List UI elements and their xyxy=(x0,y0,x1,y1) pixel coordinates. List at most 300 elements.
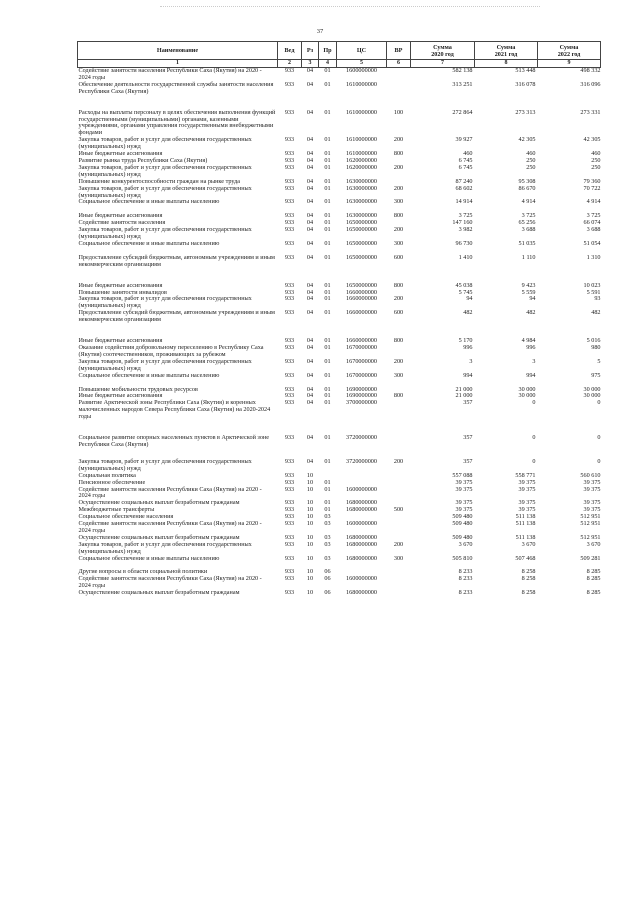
cell-ved: 933 xyxy=(284,337,295,345)
table-row xyxy=(78,82,601,96)
cell-pr: 01 xyxy=(324,184,331,192)
cell-pr: 06 xyxy=(324,568,331,576)
cell-ved: 933 xyxy=(284,281,295,289)
cell-s2021: 94 xyxy=(529,295,536,303)
cell-rz: 04 xyxy=(306,177,314,185)
cell-rz: 04 xyxy=(306,337,314,345)
cell-cs: 1630000000 xyxy=(346,177,377,185)
cell-pr: 01 xyxy=(324,392,331,400)
cell-ved: 933 xyxy=(284,471,295,479)
cell-pr: 03 xyxy=(324,540,331,548)
cell-pr: 01 xyxy=(324,337,331,345)
cell-cs: 1680000000 xyxy=(346,589,377,597)
cell-pr: 01 xyxy=(324,434,331,442)
cell-s2020: 87 240 xyxy=(455,177,473,185)
cell-s2022: 0 xyxy=(597,457,601,465)
cell-pr: 01 xyxy=(324,485,331,493)
cell-s2022: 0 xyxy=(597,434,601,442)
cell-name: Обеспечение деятельности государственной службы занятости населения Республики Саха (Якутия) xyxy=(78,80,274,95)
cell-name: Повышение конкурентоспособности граждан на рынке труда xyxy=(78,177,240,185)
cell-ved: 933 xyxy=(284,485,295,493)
cell-s2020: 3 xyxy=(469,357,473,365)
cell-rz: 04 xyxy=(306,150,314,158)
cell-cs: 1610000000 xyxy=(346,136,377,144)
cell-vr: 600 xyxy=(393,253,404,261)
cell-pr: 01 xyxy=(324,253,331,261)
cell-vr xyxy=(387,514,411,521)
cell-s2020: 6 745 xyxy=(458,163,473,171)
cell-s2022: 5 016 xyxy=(586,337,601,345)
cell-s2020: 509 480 xyxy=(452,533,473,541)
cell-cs: 1630000000 xyxy=(346,212,377,220)
cell-s2021: 3 xyxy=(532,357,536,365)
cell-rz: 04 xyxy=(306,281,314,289)
cell-s2020: 357 xyxy=(463,399,473,407)
cell-s2020: 39 927 xyxy=(455,136,473,144)
cell-rz: 04 xyxy=(306,434,314,442)
cell-s2021: 250 xyxy=(526,163,536,171)
cell-cs: 1670000000 xyxy=(346,344,377,351)
cell-rz: 04 xyxy=(306,184,314,192)
cell-cs: 1680000000 xyxy=(346,533,377,541)
cell-pr: 01 xyxy=(324,212,331,220)
cell-rz: 04 xyxy=(306,219,314,227)
cell-s2022: 39 375 xyxy=(583,485,601,493)
cell-ved: 933 xyxy=(284,136,295,144)
header-name: Наименование xyxy=(78,42,278,60)
cell-s2020: 68 602 xyxy=(455,184,473,192)
cell-name: Содействие занятости населения Республики Саха (Якутия) на 2020 - 2024 годы xyxy=(78,67,262,81)
cell-s2021: 9 423 xyxy=(521,281,536,289)
cell-ved: 933 xyxy=(284,184,295,192)
cell-name: Иные бюджетные ассигнования xyxy=(78,150,163,158)
cell-rz: 04 xyxy=(306,163,314,171)
cell-pr: 01 xyxy=(324,288,331,296)
colnum-7: 7 xyxy=(411,60,475,68)
header-rz: Рз xyxy=(302,42,319,60)
cell-ved: 933 xyxy=(284,309,295,317)
cell-name: Закупка товаров, работ и услуг для обеспечения государственных (муниципальных) нужд xyxy=(78,295,252,310)
cell-ved: 933 xyxy=(284,163,295,171)
cell-ved: 933 xyxy=(284,150,295,158)
cell-ved: 933 xyxy=(284,212,295,220)
cell-rz: 04 xyxy=(306,371,314,379)
cell-s2021: 39 375 xyxy=(518,499,536,507)
cell-s2021: 42 305 xyxy=(518,136,536,144)
cell-pr: 01 xyxy=(324,399,331,407)
cell-pr: 01 xyxy=(324,457,331,465)
header-row xyxy=(78,42,601,60)
colnum-4: 4 xyxy=(319,60,337,68)
cell-s2022: 66 074 xyxy=(583,219,601,227)
cell-rz: 04 xyxy=(306,309,314,317)
cell-name: Социальная политика xyxy=(78,471,136,479)
cell-ved: 933 xyxy=(284,67,295,74)
cell-s2020: 482 xyxy=(463,309,473,317)
cell-pr: 01 xyxy=(324,357,331,365)
cell-pr: 01 xyxy=(324,198,331,206)
cell-s2022: 39 375 xyxy=(583,499,601,507)
cell-s2022: 512 951 xyxy=(580,533,601,541)
cell-ved: 933 xyxy=(284,478,295,486)
cell-s2020: 3 725 xyxy=(458,212,473,220)
cell-s2022: 250 xyxy=(591,156,601,164)
cell-vr xyxy=(387,82,411,96)
header-pr: Пр xyxy=(319,42,337,60)
cell-vr: 200 xyxy=(393,295,404,303)
table-row xyxy=(78,248,601,269)
cell-s2021: 996 xyxy=(526,344,536,351)
table-row xyxy=(78,206,601,220)
cell-s2022: 3 688 xyxy=(586,226,601,234)
cell-s2022: 8 285 xyxy=(586,568,601,576)
cell-rz: 10 xyxy=(306,533,314,541)
cell-s2021: 39 375 xyxy=(518,506,536,514)
cell-pr: 01 xyxy=(324,226,331,234)
cell-cs: 1610000000 xyxy=(346,108,377,116)
cell-s2022: 498 332 xyxy=(580,67,601,74)
cell-s2021: 30 000 xyxy=(518,385,536,393)
cell-cs: 1610000000 xyxy=(346,80,377,88)
cell-cs: 1600000000 xyxy=(346,485,377,493)
cell-ved: 933 xyxy=(284,434,295,442)
cell-name: Другие вопросы в области социальной политики xyxy=(78,568,208,576)
table-row xyxy=(78,359,601,373)
cell-name: Иные бюджетные ассигнования xyxy=(78,212,163,220)
cell-vr: 200 xyxy=(393,184,404,192)
cell-pr: 01 xyxy=(324,80,331,88)
cell-rz: 04 xyxy=(306,136,314,144)
cell-rz: 10 xyxy=(306,540,314,548)
cell-s2022: 93 xyxy=(594,295,601,303)
cell-s2022: 975 xyxy=(591,371,601,379)
cell-name: Социальное обеспечение и иные выплаты населению xyxy=(78,239,220,247)
colnum-3: 3 xyxy=(302,60,319,68)
cell-s2022: 8 285 xyxy=(586,589,601,597)
cell-vr xyxy=(387,487,411,501)
cell-s2020: 39 375 xyxy=(455,485,473,493)
cell-vr: 300 xyxy=(393,198,404,206)
cell-cs: 1650000000 xyxy=(346,253,377,261)
cell-rz: 04 xyxy=(306,385,314,393)
cell-name: Осуществление социальных выплат безработным гражданам xyxy=(78,533,240,541)
cell-s2021: 86 670 xyxy=(518,184,536,192)
cell-s2021: 0 xyxy=(532,434,536,442)
cell-pr: 01 xyxy=(324,371,331,379)
cell-rz: 04 xyxy=(306,212,314,220)
cell-s2020: 5 170 xyxy=(458,337,473,345)
cell-name: Развитие Арктической зоны Республики Саха (Якутия) и коренных малочисленных народов Севера Республики Саха (Якутия) на 2020-2024 годы xyxy=(78,399,271,421)
cell-s2021: 8 258 xyxy=(521,568,536,576)
cell-ved: 933 xyxy=(284,457,295,465)
table-row xyxy=(78,562,601,576)
cell-pr: 01 xyxy=(324,136,331,144)
cell-ved: 933 xyxy=(284,156,295,164)
cell-s2022: 5 591 xyxy=(586,288,601,296)
cell-s2021: 39 375 xyxy=(518,485,536,493)
cell-s2022: 79 360 xyxy=(583,177,601,185)
cell-s2020: 94 xyxy=(466,295,473,303)
cell-s2020: 557 088 xyxy=(452,471,473,479)
cell-rz: 10 xyxy=(306,506,314,514)
cell-vr: 300 xyxy=(393,239,404,247)
cell-cs: 1650000000 xyxy=(346,219,377,227)
header-cs: ЦС xyxy=(337,42,387,60)
cell-ved: 933 xyxy=(284,108,295,116)
cell-name: Закупка товаров, работ и услуг для обеспечения государственных (муниципальных) нужд xyxy=(78,457,252,472)
cell-s2020: 1 410 xyxy=(458,253,473,261)
table-row xyxy=(78,576,601,590)
colnum-9: 9 xyxy=(538,60,601,68)
cell-s2022: 250 xyxy=(591,163,601,171)
colnum-2: 2 xyxy=(278,60,302,68)
cell-s2021: 250 xyxy=(526,156,536,164)
cell-s2022: 0 xyxy=(597,399,601,407)
cell-ved: 933 xyxy=(284,357,295,365)
cell-pr: 01 xyxy=(324,108,331,116)
cell-name: Закупка товаров, работ и услуг для обеспечения государственных (муниципальных) нужд xyxy=(78,226,252,241)
cell-name: Содействие занятости населения Республики Саха (Якутия) на 2020 - 2024 годы xyxy=(78,485,262,500)
cell-cs: 1620000000 xyxy=(346,163,377,171)
table-row xyxy=(78,269,601,290)
cell-rz: 04 xyxy=(306,344,314,351)
cell-rz: 10 xyxy=(306,513,314,521)
cell-s2020: 3 982 xyxy=(458,226,473,234)
cell-ved: 933 xyxy=(284,506,295,514)
cell-cs: 1650000000 xyxy=(346,239,377,247)
cell-s2020: 272 864 xyxy=(452,108,473,116)
cell-ved: 933 xyxy=(284,540,295,548)
cell-pr: 03 xyxy=(324,554,331,562)
cell-rz: 10 xyxy=(306,589,314,597)
cell-vr xyxy=(387,576,411,590)
cell-name: Оказание содействия добровольному переселению в Республику Саха (Якутия) соотечественников, проживающих за рубежом xyxy=(78,344,264,358)
cell-name: Развитие рынка труда Республики Саха (Якутия) xyxy=(78,156,208,164)
cell-s2021: 39 375 xyxy=(518,478,536,486)
cell-s2020: 96 730 xyxy=(455,239,473,247)
cell-rz: 10 xyxy=(306,554,314,562)
header-ved: Вед xyxy=(278,42,302,60)
cell-s2020: 509 480 xyxy=(452,520,473,528)
table-row xyxy=(78,373,601,380)
cell-cs: 1670000000 xyxy=(346,371,377,379)
cell-vr: 500 xyxy=(393,506,404,514)
cell-s2020: 39 375 xyxy=(455,478,473,486)
cell-pr: 03 xyxy=(324,513,331,521)
cell-s2021: 558 771 xyxy=(515,471,536,479)
cell-name: Повышение занятости инвалидов xyxy=(78,288,167,296)
table-row xyxy=(78,590,601,597)
table-body xyxy=(78,68,601,598)
cell-vr: 200 xyxy=(393,357,404,365)
cell-s2021: 273 313 xyxy=(515,108,536,116)
cell-name: Социальное обеспечение и иные выплаты населению xyxy=(78,198,220,206)
cell-cs: 1600000000 xyxy=(346,575,377,583)
cell-cs: 1620000000 xyxy=(346,156,377,164)
colnum-5: 5 xyxy=(337,60,387,68)
cell-pr: 01 xyxy=(324,177,331,185)
cell-vr: 200 xyxy=(393,163,404,171)
cell-pr: 03 xyxy=(324,520,331,528)
cell-s2022: 512 951 xyxy=(580,513,601,521)
cell-rz: 04 xyxy=(306,253,314,261)
cell-ved: 933 xyxy=(284,288,295,296)
cell-vr xyxy=(387,562,411,576)
table-row xyxy=(78,345,601,359)
cell-s2022: 70 722 xyxy=(583,184,601,192)
cell-vr: 800 xyxy=(393,392,404,400)
cell-cs: 1680000000 xyxy=(346,540,377,548)
cell-s2020: 14 914 xyxy=(455,198,473,206)
table-row xyxy=(78,165,601,179)
table-row xyxy=(78,186,601,200)
cell-s2022: 4 914 xyxy=(586,198,601,206)
header-sum-2022: Сумма 2022 год xyxy=(538,42,601,60)
cell-name: Социальное обеспечение и иные выплаты населению xyxy=(78,554,220,562)
cell-s2022: 1 310 xyxy=(586,253,601,261)
header-sum-2020: Сумма 2020 год xyxy=(411,42,475,60)
cell-vr: 800 xyxy=(393,281,404,289)
cell-cs: 3720000000 xyxy=(346,457,377,465)
cell-name: Межбюджетные трансферты xyxy=(78,506,155,514)
cell-ved: 933 xyxy=(284,198,295,206)
cell-s2021: 0 xyxy=(532,399,536,407)
cell-s2022: 482 xyxy=(591,309,601,317)
table-row xyxy=(78,400,601,421)
cell-s2020: 8 233 xyxy=(458,568,473,576)
cell-vr xyxy=(387,345,411,359)
cell-ved: 933 xyxy=(284,385,295,393)
cell-name: Закупка товаров, работ и услуг для обеспечения государственных (муниципальных) нужд xyxy=(78,540,252,555)
cell-cs: 1660000000 xyxy=(346,288,377,296)
cell-ved: 933 xyxy=(284,575,295,583)
cell-name: Расходы на выплаты персоналу в целях обеспечения выполнения функций государственными (муниципальными) органами, казенными учреждениями, органами управления государственными внебюджетными фондами xyxy=(78,108,276,137)
cell-vr: 800 xyxy=(393,212,404,220)
cell-s2020: 45 038 xyxy=(455,281,473,289)
cell-s2020: 39 375 xyxy=(455,499,473,507)
table-row xyxy=(78,380,601,394)
cell-ved: 933 xyxy=(284,554,295,562)
cell-ved: 933 xyxy=(284,219,295,227)
cell-s2022: 51 054 xyxy=(583,239,601,247)
cell-ved: 933 xyxy=(284,568,295,576)
cell-cs: 1630000000 xyxy=(346,184,377,192)
cell-s2020: 5 745 xyxy=(458,288,473,296)
cell-s2022: 509 281 xyxy=(580,554,601,562)
cell-s2021: 95 308 xyxy=(518,177,536,185)
cell-rz: 04 xyxy=(306,399,314,407)
cell-s2021: 3 688 xyxy=(521,226,536,234)
table-row xyxy=(78,521,601,535)
cell-ved: 933 xyxy=(284,520,295,528)
table-row xyxy=(78,96,601,138)
scan-noise-line xyxy=(160,6,540,9)
cell-s2020: 994 xyxy=(463,371,473,379)
cell-ved: 933 xyxy=(284,253,295,261)
table-row xyxy=(78,310,601,324)
cell-cs xyxy=(337,473,387,480)
table-row xyxy=(78,542,601,556)
cell-s2020: 39 375 xyxy=(455,506,473,514)
cell-rz: 10 xyxy=(306,575,314,583)
table-row xyxy=(78,324,601,345)
cell-ved: 933 xyxy=(284,371,295,379)
cell-ved: 933 xyxy=(284,392,295,400)
cell-pr: 06 xyxy=(324,575,331,583)
table-row xyxy=(78,199,601,206)
cell-vr: 100 xyxy=(393,108,404,116)
cell-vr: 800 xyxy=(393,337,404,345)
cell-s2020: 357 xyxy=(463,434,473,442)
cell-pr: 01 xyxy=(324,219,331,227)
cell-ved: 933 xyxy=(284,344,295,351)
cell-s2020: 21 000 xyxy=(455,385,473,393)
page-number: 37 xyxy=(316,28,324,35)
cell-pr: 06 xyxy=(324,589,331,597)
cell-pr: 01 xyxy=(324,506,331,514)
cell-rz: 10 xyxy=(306,485,314,493)
cell-s2020: 357 xyxy=(463,457,473,465)
cell-name: Осуществление социальных выплат безработным гражданам xyxy=(78,589,240,597)
cell-s2021: 65 256 xyxy=(518,219,536,227)
cell-s2022: 316 096 xyxy=(580,80,601,88)
cell-vr: 200 xyxy=(393,136,404,144)
cell-name: Закупка товаров, работ и услуг для обеспечения государственных (муниципальных) нужд xyxy=(78,163,252,178)
cell-rz: 04 xyxy=(306,357,314,365)
cell-vr: 800 xyxy=(393,150,404,158)
cell-s2021: 4 914 xyxy=(521,198,536,206)
cell-s2020: 147 160 xyxy=(452,219,473,227)
cell-name: Закупка товаров, работ и услуг для обеспечения государственных (муниципальных) нужд xyxy=(78,184,252,199)
cell-name: Пенсионное обеспечение xyxy=(78,478,146,486)
cell-rz: 04 xyxy=(306,288,314,296)
cell-s2022: 273 331 xyxy=(580,108,601,116)
cell-pr: 01 xyxy=(324,478,331,486)
cell-s2021: 4 984 xyxy=(521,337,536,345)
cell-s2020: 313 251 xyxy=(452,80,473,88)
cell-s2021: 316 078 xyxy=(515,80,536,88)
cell-name: Закупка товаров, работ и услуг для обеспечения государственных (муниципальных) нужд xyxy=(78,357,252,372)
cell-cs: 1600000000 xyxy=(346,520,377,528)
cell-cs: 1660000000 xyxy=(346,295,377,303)
cell-pr: 01 xyxy=(324,67,331,74)
cell-cs: 1600000000 xyxy=(346,67,377,74)
cell-s2021: 1 110 xyxy=(521,253,536,261)
cell-rz: 10 xyxy=(306,499,314,507)
cell-s2022: 512 951 xyxy=(580,520,601,528)
cell-s2022: 42 305 xyxy=(583,136,601,144)
table-row xyxy=(78,296,601,310)
colnum-8: 8 xyxy=(475,60,538,68)
cell-ved: 933 xyxy=(284,226,295,234)
cell-vr xyxy=(387,590,411,597)
cell-pr: 01 xyxy=(324,281,331,289)
cell-s2022: 39 375 xyxy=(583,506,601,514)
cell-name: Содействие занятости населения Республики Саха (Якутия) на 2020 - 2024 годы xyxy=(78,575,262,590)
cell-pr: 01 xyxy=(324,385,331,393)
cell-rz: 10 xyxy=(306,471,314,479)
cell-rz: 04 xyxy=(306,80,314,88)
cell-ved: 933 xyxy=(284,399,295,407)
cell-name: Социальное обеспечение и иные выплаты населению xyxy=(78,371,220,379)
cell-ved: 933 xyxy=(284,499,295,507)
cell-rz: 04 xyxy=(306,67,314,74)
cell-rz: 04 xyxy=(306,392,314,400)
cell-s2022: 3 725 xyxy=(586,212,601,220)
cell-cs: 1670000000 xyxy=(346,357,377,365)
table-row xyxy=(78,68,601,82)
cell-cs: 1610000000 xyxy=(346,150,377,158)
